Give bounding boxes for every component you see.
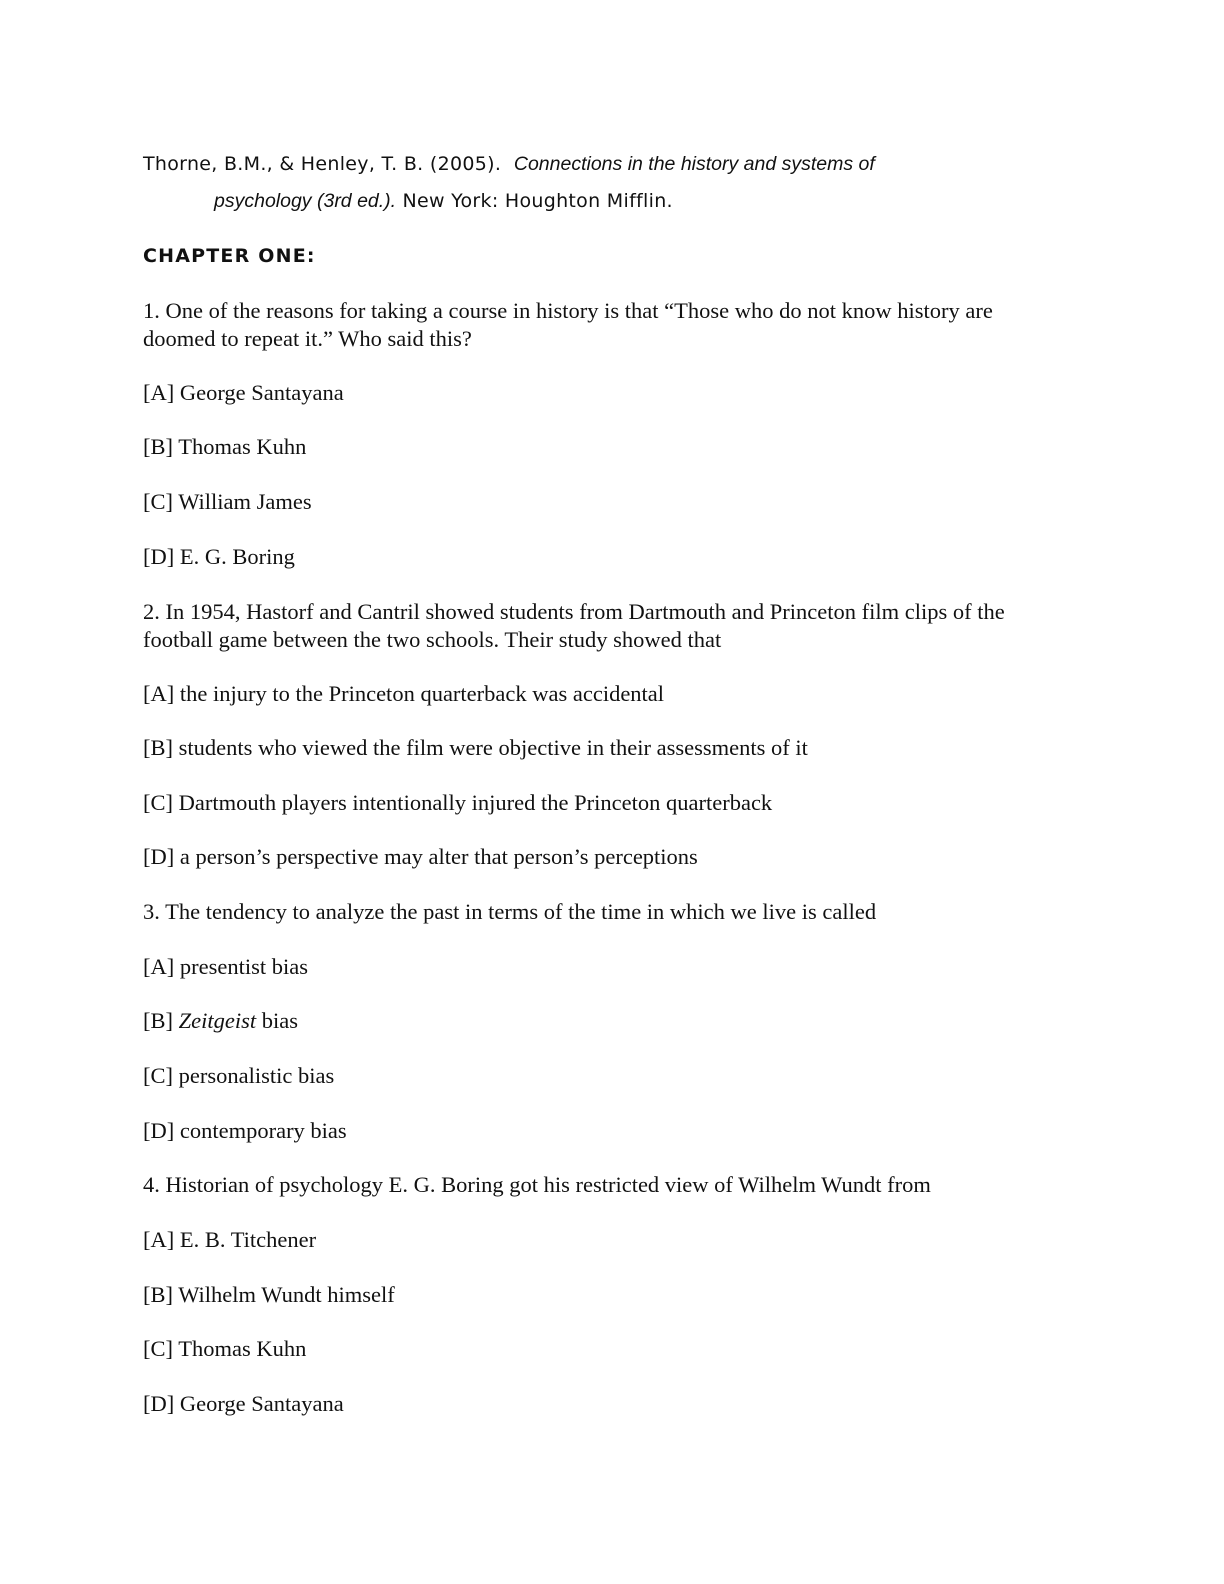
question-4-option-d: [D] George Santayana [143, 1391, 344, 1416]
question-2-option-c: [C] Dartmouth players intentionally injured the Princeton quarterback [143, 790, 773, 815]
question-1-stem-line1: 1. One of the reasons for taking a course in history is that “Those who do not know history are [143, 298, 993, 323]
question-3-option-b-italic: Zeitgeist [178, 1008, 257, 1033]
citation-title-part2: psychology (3rd ed.). [214, 190, 397, 212]
question-3-option-b-letter: [B] [143, 1008, 173, 1033]
question-1-option-d: [D] E. G. Boring [143, 544, 295, 569]
question-4-option-b: [B] Wilhelm Wundt himself [143, 1282, 395, 1307]
question-2-stem-line2: football game between the two schools. Their study showed that [143, 627, 722, 652]
question-3-option-b-rest: bias [261, 1008, 298, 1033]
question-3-option-d: [D] contemporary bias [143, 1118, 347, 1143]
question-2-option-b: [B] students who viewed the film were objective in their assessments of it [143, 735, 808, 760]
question-1-option-a: [A] George Santayana [143, 380, 344, 405]
question-2-option-d: [D] a person’s perspective may alter that person’s perceptions [143, 844, 698, 869]
question-2-stem-line1: 2. In 1954, Hastorf and Cantril showed students from Dartmouth and Princeton film clips of the [143, 599, 1005, 624]
question-4-option-a: [A] E. B. Titchener [143, 1227, 317, 1252]
question-1-option-c: [C] William James [143, 489, 312, 514]
chapter-heading: CHAPTER ONE: [143, 245, 316, 267]
question-3-option-a: [A] presentist bias [143, 954, 308, 979]
citation-publisher: New York: Houghton Mifflin. [402, 190, 673, 212]
question-1-stem [143, 297, 1083, 353]
reference-citation [143, 146, 1103, 220]
citation-authors: Thorne, B.M., & Henley, T. B. (2005). [143, 153, 502, 175]
question-1-option-b: [B] Thomas Kuhn [143, 434, 307, 459]
question-2-option-a: [A] the injury to the Princeton quarterback was accidental [143, 681, 665, 706]
citation-title-part1: Connections in the history and systems of [513, 153, 875, 175]
question-4-option-c: [C] Thomas Kuhn [143, 1336, 307, 1361]
question-3-stem: 3. The tendency to analyze the past in terms of the time in which we live is called [143, 899, 877, 924]
question-4-stem: 4. Historian of psychology E. G. Boring got his restricted view of Wilhelm Wundt from [143, 1172, 931, 1197]
question-2-stem [143, 598, 1083, 654]
question-1-stem-line2: doomed to repeat it.” Who said this? [143, 326, 472, 351]
question-3-option-c: [C] personalistic bias [143, 1063, 335, 1088]
question-3-option-b [143, 1007, 1083, 1035]
